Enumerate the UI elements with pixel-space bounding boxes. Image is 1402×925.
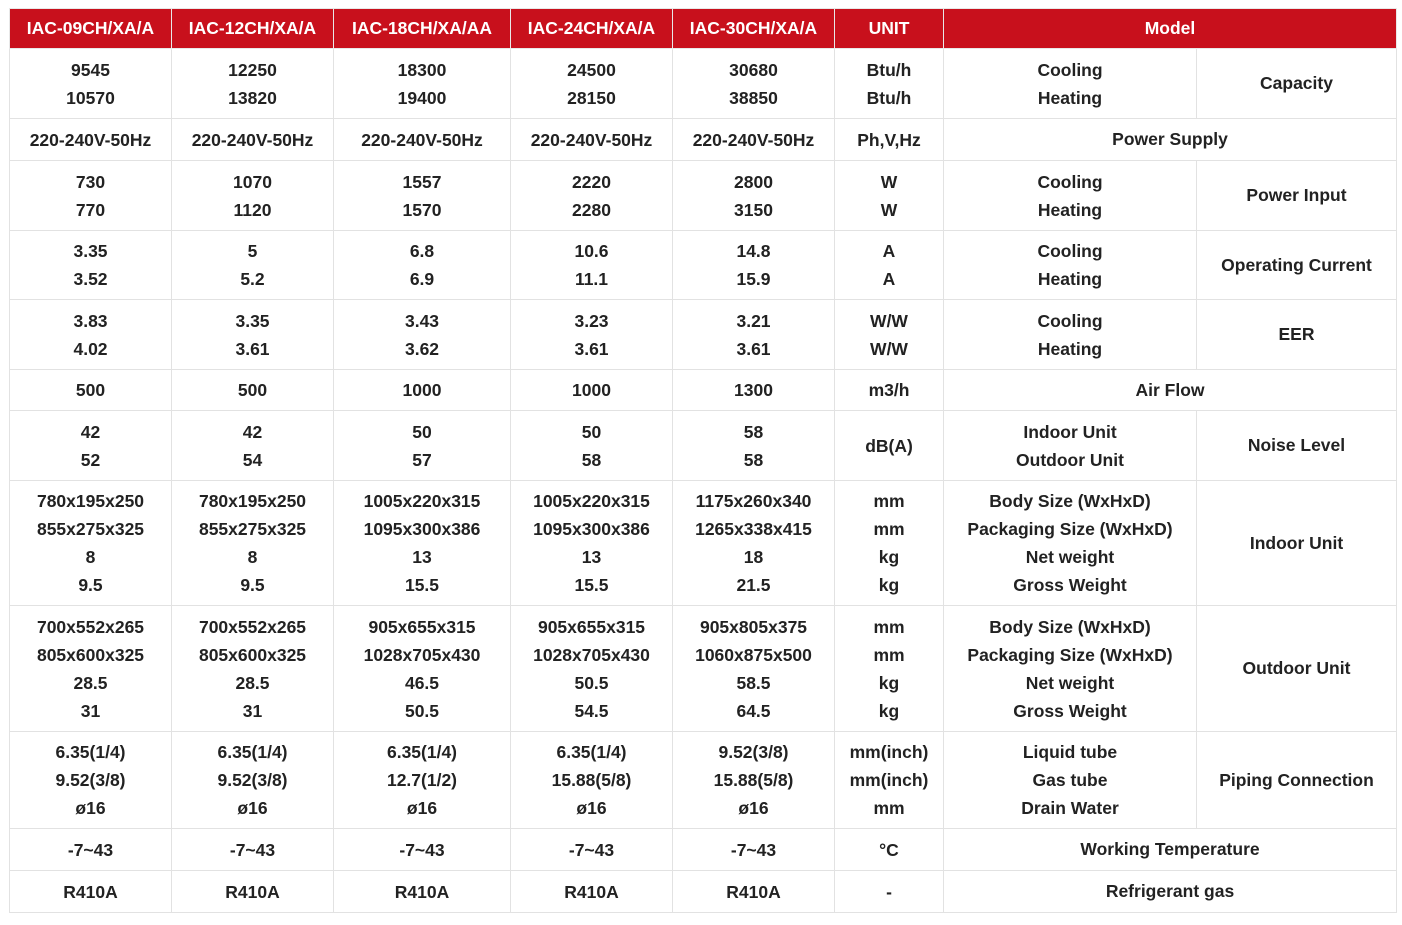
sub-label: Gross Weight (1013, 575, 1127, 595)
sub-label-cell (944, 606, 1197, 732)
model-value: 58.5 (736, 672, 771, 693)
model-value-cell (673, 411, 835, 481)
model-value: 1000 (572, 380, 611, 400)
model-value: 905x655x315 (537, 616, 646, 637)
model-value-cell (172, 481, 334, 606)
model-value-cell (10, 119, 172, 161)
unit-value: kg (878, 672, 900, 693)
model-value: 805x600x325 (198, 644, 307, 665)
model-value: 3.43 (404, 310, 440, 331)
model-value: 64.5 (736, 700, 771, 721)
model-value-cell (334, 300, 511, 370)
sub-label: Gas tube (1032, 770, 1108, 790)
model-value: -7~43 (730, 839, 777, 860)
unit-cell (835, 871, 944, 913)
sub-label-cell (944, 481, 1197, 606)
unit-value: °C (879, 839, 899, 860)
model-value: 50 (412, 421, 432, 442)
unit-cell (835, 606, 944, 732)
sub-label: Outdoor Unit (1016, 449, 1124, 470)
spec-body (10, 49, 1397, 913)
sub-label-cell (944, 411, 1197, 481)
model-value-cell (334, 49, 511, 119)
model-value: 30680 (729, 59, 778, 80)
model-value: R410A (394, 881, 450, 902)
model-value: 10.6 (574, 241, 609, 261)
model-value-cell (172, 732, 334, 829)
model-value-cell (673, 606, 835, 732)
model-value: 1005x220x315 (533, 491, 650, 511)
model-value-cell (334, 119, 511, 161)
model-value: 52 (80, 449, 101, 470)
model-value: 31 (242, 700, 263, 721)
unit-value: - (886, 881, 892, 902)
model-value: 3.21 (736, 310, 771, 331)
model-value: 805x600x325 (36, 644, 145, 665)
model-value: 57 (412, 449, 432, 470)
unit-value: A (882, 241, 896, 261)
model-value: 905x805x375 (699, 616, 808, 637)
model-value-cell (10, 606, 172, 732)
sub-label: Drain Water (1021, 798, 1119, 818)
unit-value: m3/h (868, 380, 910, 400)
model-value: 1000 (402, 380, 442, 400)
model-value: 3.35 (73, 241, 108, 261)
model-value: 13820 (228, 87, 277, 108)
sub-label-cell (944, 300, 1197, 370)
model-value-cell (511, 49, 673, 119)
model-value: ø16 (576, 798, 607, 818)
model-value-cell (10, 481, 172, 606)
model-value: 9545 (71, 59, 110, 80)
model-value: 42 (80, 421, 101, 442)
model-value: 58 (581, 449, 602, 470)
header-model-label: Model (944, 9, 1397, 49)
model-value: 2280 (572, 199, 611, 220)
spec-label: Noise Level (1197, 411, 1397, 481)
spec-label: Power Supply (944, 119, 1397, 161)
model-value-cell (172, 119, 334, 161)
model-value: 1300 (734, 380, 773, 400)
table-row (10, 411, 1397, 481)
model-value: 8 (85, 547, 96, 567)
model-value: 3.62 (404, 338, 440, 359)
sub-label: Heating (1037, 199, 1103, 220)
spec-label: Power Input (1197, 161, 1397, 231)
sub-label-cell (944, 161, 1197, 231)
model-value-cell (673, 300, 835, 370)
model-value: 1070 (233, 171, 272, 192)
model-value: 9.52(3/8) (217, 770, 288, 790)
unit-cell (835, 411, 944, 481)
model-value: 700x552x265 (36, 616, 145, 637)
unit-cell (835, 119, 944, 161)
model-value: 21.5 (736, 575, 771, 595)
header-model-1: IAC-09CH/XA/A (10, 9, 172, 49)
unit-value: mm(inch) (849, 770, 929, 790)
model-value-cell (673, 871, 835, 913)
model-value: 31 (80, 700, 101, 721)
unit-value: mm(inch) (849, 742, 929, 762)
unit-value: mm (873, 616, 905, 637)
unit-value: kg (878, 700, 900, 721)
model-value-cell (511, 119, 673, 161)
model-value: 1265x338x415 (695, 519, 812, 539)
model-value: 1005x220x315 (363, 491, 481, 511)
model-value-cell (10, 829, 172, 871)
model-value-cell (10, 411, 172, 481)
model-value: 18300 (397, 59, 447, 80)
model-value: 12.7(1/2) (386, 770, 458, 790)
model-value: 3.61 (736, 338, 771, 359)
model-value: 3.23 (574, 310, 609, 331)
unit-value: W/W (870, 310, 908, 331)
model-value-cell (511, 481, 673, 606)
unit-value: mm (873, 798, 905, 818)
model-value: 50.5 (574, 672, 609, 693)
unit-cell (835, 161, 944, 231)
model-value-cell (511, 411, 673, 481)
unit-value: mm (873, 491, 905, 511)
model-value: ø16 (406, 798, 438, 818)
sub-label: Heating (1037, 269, 1103, 289)
unit-value: Btu/h (866, 87, 912, 108)
model-value-cell (334, 481, 511, 606)
model-value: 6.9 (409, 269, 435, 289)
header-row (10, 9, 1397, 49)
model-value: 855x275x325 (36, 519, 145, 539)
model-value-cell (511, 871, 673, 913)
model-value: 3.52 (73, 269, 108, 289)
model-value: -7~43 (568, 839, 615, 860)
unit-cell (835, 829, 944, 871)
model-value: 8 (247, 547, 258, 567)
model-value: 905x655x315 (368, 616, 476, 637)
model-value: 220-240V-50Hz (29, 129, 152, 150)
unit-value: Ph,V,Hz (857, 129, 921, 150)
model-value-cell (334, 411, 511, 481)
model-value: 54 (242, 449, 263, 470)
model-value: 1028x705x430 (363, 644, 481, 665)
unit-cell (835, 370, 944, 411)
model-value: 700x552x265 (198, 616, 307, 637)
model-value-cell (673, 119, 835, 161)
model-value-cell (334, 370, 511, 411)
model-value: 1028x705x430 (533, 644, 650, 665)
table-row (10, 119, 1397, 161)
model-value-cell (172, 370, 334, 411)
sub-label: Packaging Size (WxHxD) (967, 519, 1173, 539)
model-value: 54.5 (574, 700, 609, 721)
model-value: ø16 (237, 798, 268, 818)
model-value: 3.83 (73, 310, 108, 331)
model-value: 3.61 (235, 338, 270, 359)
model-value-cell (172, 871, 334, 913)
table-row (10, 370, 1397, 411)
model-value: 220-240V-50Hz (191, 129, 314, 150)
spec-table (9, 8, 1397, 913)
model-value-cell (673, 481, 835, 606)
model-value-cell (172, 49, 334, 119)
model-value: 3150 (734, 199, 773, 220)
model-value: -7~43 (229, 839, 276, 860)
model-value: 14.8 (736, 241, 771, 261)
spec-label: Capacity (1197, 49, 1397, 119)
sub-label: Heating (1037, 87, 1103, 108)
model-value-cell (10, 161, 172, 231)
model-value: 4.02 (73, 338, 108, 359)
model-value: 10570 (66, 87, 115, 108)
model-value-cell (511, 829, 673, 871)
model-value-cell (172, 300, 334, 370)
model-value-cell (10, 732, 172, 829)
model-value: 15.88(5/8) (713, 770, 794, 790)
model-value: 2800 (734, 171, 773, 192)
spec-label: Piping Connection (1197, 732, 1397, 829)
table-row (10, 829, 1397, 871)
model-value: 1175x260x340 (695, 491, 812, 511)
model-value: 42 (242, 421, 263, 442)
model-value: 15.5 (574, 575, 609, 595)
model-value: 38850 (729, 87, 778, 108)
table-row (10, 871, 1397, 913)
table-row (10, 606, 1397, 732)
table-row (10, 732, 1397, 829)
model-value: 50.5 (404, 700, 440, 721)
sub-label: Net weight (1025, 547, 1115, 567)
unit-value: Btu/h (866, 59, 912, 80)
model-value-cell (511, 300, 673, 370)
model-value: 28.5 (235, 672, 270, 693)
model-value-cell (673, 161, 835, 231)
model-value-cell (511, 370, 673, 411)
model-value: R410A (225, 881, 280, 902)
model-value-cell (334, 231, 511, 300)
unit-value: A (882, 269, 896, 289)
sub-label: Cooling (1037, 310, 1103, 331)
model-value-cell (511, 161, 673, 231)
model-value-cell (10, 49, 172, 119)
sub-label: Body Size (WxHxD) (989, 616, 1151, 637)
unit-value: W (880, 171, 898, 192)
model-value: 24500 (567, 59, 616, 80)
sub-label: Body Size (WxHxD) (989, 491, 1151, 511)
spec-label: Working Temperature (944, 829, 1397, 871)
model-value-cell (511, 231, 673, 300)
model-value: 3.35 (235, 310, 270, 331)
sub-label-cell (944, 49, 1197, 119)
model-value: 50 (581, 421, 602, 442)
model-value: 58 (743, 421, 764, 442)
unit-value: dB(A) (865, 435, 913, 456)
sub-label: Heating (1037, 338, 1103, 359)
sub-label: Net weight (1025, 672, 1115, 693)
model-value: 1095x300x386 (363, 519, 481, 539)
model-value-cell (511, 732, 673, 829)
table-row (10, 300, 1397, 370)
header-model-5: IAC-30CH/XA/A (673, 9, 835, 49)
model-value-cell (10, 231, 172, 300)
model-value: 13 (412, 547, 432, 567)
spec-label: Outdoor Unit (1197, 606, 1397, 732)
model-value: 1557 (402, 171, 442, 192)
model-value: 770 (75, 199, 106, 220)
model-value-cell (10, 871, 172, 913)
sub-label: Indoor Unit (1023, 421, 1117, 442)
model-value: 18 (743, 547, 764, 567)
sub-label: Cooling (1037, 241, 1103, 261)
unit-value: mm (873, 644, 905, 665)
spec-label: Indoor Unit (1197, 481, 1397, 606)
model-value: 9.5 (78, 575, 103, 595)
model-value: R410A (63, 881, 118, 902)
sub-label: Liquid tube (1022, 742, 1118, 762)
model-value-cell (673, 370, 835, 411)
unit-cell (835, 732, 944, 829)
table-row (10, 49, 1397, 119)
model-value: 780x195x250 (198, 491, 307, 511)
unit-value: W (880, 199, 898, 220)
model-value: 1095x300x386 (533, 519, 650, 539)
unit-value: mm (873, 519, 905, 539)
model-value: 15.5 (404, 575, 440, 595)
model-value: 1120 (233, 199, 272, 220)
model-value: 6.35(1/4) (386, 742, 458, 762)
model-value: 3.61 (574, 338, 609, 359)
sub-label: Packaging Size (WxHxD) (967, 644, 1173, 665)
model-value-cell (172, 161, 334, 231)
model-value-cell (172, 411, 334, 481)
model-value: 9.5 (240, 575, 265, 595)
model-value: 46.5 (404, 672, 440, 693)
model-value: 58 (743, 449, 764, 470)
spec-label: Air Flow (944, 370, 1397, 411)
model-value: 500 (237, 380, 268, 400)
sub-label: Cooling (1037, 171, 1103, 192)
unit-value: W/W (870, 338, 908, 359)
model-value: 11.1 (574, 269, 609, 289)
model-value: 500 (75, 380, 106, 400)
unit-cell (835, 481, 944, 606)
header-unit: UNIT (835, 9, 944, 49)
model-value: 19400 (397, 87, 447, 108)
model-value-cell (673, 829, 835, 871)
model-value: 6.35(1/4) (217, 742, 288, 762)
model-value: 1060x875x500 (695, 644, 812, 665)
model-value: R410A (564, 881, 619, 902)
unit-value: kg (878, 575, 900, 595)
unit-value: kg (878, 547, 900, 567)
model-value: 5 (247, 241, 258, 261)
model-value-cell (334, 732, 511, 829)
sub-label: Gross Weight (1013, 700, 1127, 721)
sub-label: Cooling (1037, 59, 1103, 80)
model-value-cell (673, 231, 835, 300)
model-value: 2220 (572, 171, 611, 192)
model-value-cell (172, 829, 334, 871)
model-value: 12250 (228, 59, 277, 80)
model-value: 28150 (567, 87, 616, 108)
spec-label: EER (1197, 300, 1397, 370)
model-value: 6.35(1/4) (556, 742, 627, 762)
unit-cell (835, 49, 944, 119)
model-value-cell (511, 606, 673, 732)
table-row (10, 161, 1397, 231)
sub-label-cell (944, 231, 1197, 300)
model-value: 5.2 (240, 269, 265, 289)
model-value: 15.9 (736, 269, 771, 289)
model-value: ø16 (75, 798, 106, 818)
model-value: 220-240V-50Hz (361, 129, 483, 150)
model-value: 9.52(3/8) (55, 770, 126, 790)
model-value-cell (334, 606, 511, 732)
model-value-cell (334, 871, 511, 913)
header-model-3: IAC-18CH/XA/AA (334, 9, 511, 49)
table-row (10, 231, 1397, 300)
model-value: 780x195x250 (36, 491, 145, 511)
model-value: ø16 (738, 798, 769, 818)
model-value: 15.88(5/8) (551, 770, 632, 790)
model-value: 220-240V-50Hz (692, 129, 815, 150)
header-model-2: IAC-12CH/XA/A (172, 9, 334, 49)
model-value: 28.5 (73, 672, 108, 693)
unit-cell (835, 300, 944, 370)
model-value: 730 (75, 171, 106, 192)
model-value-cell (10, 370, 172, 411)
model-value: R410A (726, 881, 781, 902)
spec-label: Refrigerant gas (944, 871, 1397, 913)
sub-label-cell (944, 732, 1197, 829)
model-value-cell (334, 161, 511, 231)
model-value: -7~43 (67, 839, 114, 860)
model-value-cell (10, 300, 172, 370)
model-value-cell (172, 231, 334, 300)
model-value-cell (673, 732, 835, 829)
model-value: 220-240V-50Hz (530, 129, 653, 150)
model-value: 13 (581, 547, 602, 567)
model-value: 1570 (402, 199, 442, 220)
model-value: 6.8 (409, 241, 435, 261)
model-value: 9.52(3/8) (718, 742, 789, 762)
model-value: 6.35(1/4) (55, 742, 126, 762)
model-value-cell (172, 606, 334, 732)
model-value: -7~43 (399, 839, 445, 860)
unit-cell (835, 231, 944, 300)
table-row (10, 481, 1397, 606)
model-value-cell (334, 829, 511, 871)
model-value: 855x275x325 (198, 519, 307, 539)
header-model-4: IAC-24CH/XA/A (511, 9, 673, 49)
model-value-cell (673, 49, 835, 119)
spec-label: Operating Current (1197, 231, 1397, 300)
